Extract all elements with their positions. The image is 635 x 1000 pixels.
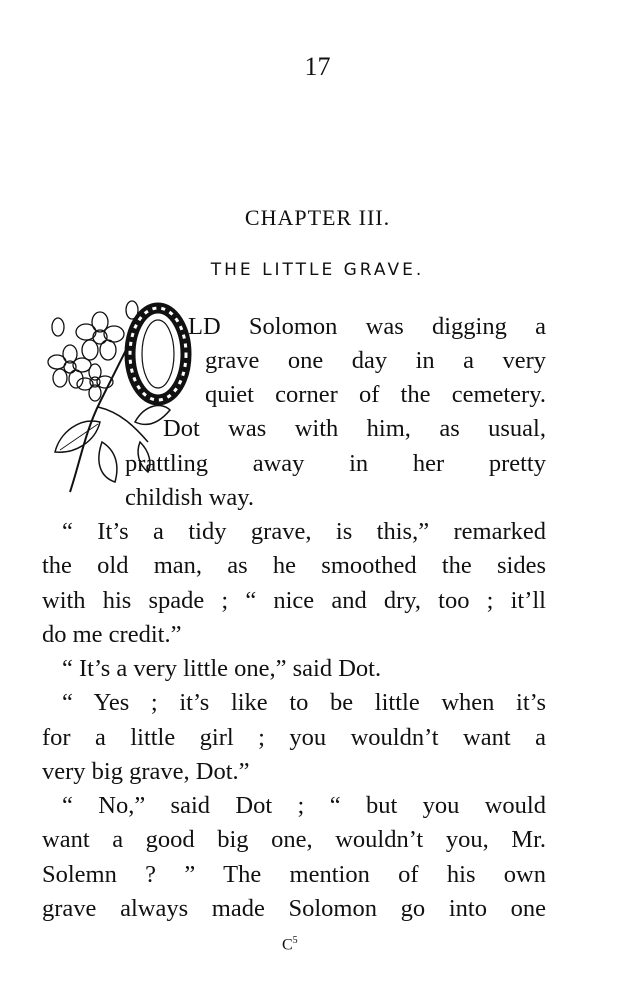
text-line-4: Dot was with him, as usual, [163,415,546,442]
text-line-3: quiet corner of the cemetery. [205,381,546,408]
text-line-9: with his spade ; “ nice and dry, too ; it’ll [42,587,546,614]
signature-number: 5 [292,935,298,946]
chapter-subtitle: THE LITTLE GRAVE. [210,260,425,280]
text-line-2: grave one day in a very [205,347,546,374]
text-line-10: do me credit.” [42,621,182,648]
text-line-16: want a good big one, wouldn’t you, Mr. [42,826,546,853]
signature-mark [282,935,298,954]
page-number: 17 [304,52,331,81]
text-line-5: prattling away in her pretty [125,450,546,477]
text-line-1: LD Solomon was digging a [188,313,546,340]
text-line-18: grave always made Solomon go into one [42,895,546,922]
text-line-6: childish way. [125,484,255,511]
chapter-title: CHAPTER III. [244,205,391,230]
text-line-17: Solemn ? ” The mention of his own [42,861,546,888]
text-line-13: for a little girl ; you wouldn’t want a [42,724,546,751]
text-line-11: “ It’s a very little one,” said Dot. [62,655,382,682]
text-line-15: “ No,” said Dot ; “ but you would [62,792,546,819]
text-line-14: very big grave, Dot.” [42,758,250,785]
signature-letter: C [282,936,293,954]
text-line-7: “ It’s a tidy grave, is this,” remarked [62,518,546,545]
text-line-12: “ Yes ; it’s like to be little when it’s [62,689,546,716]
text-line-8: the old man, as he smoothed the sides [42,552,546,579]
